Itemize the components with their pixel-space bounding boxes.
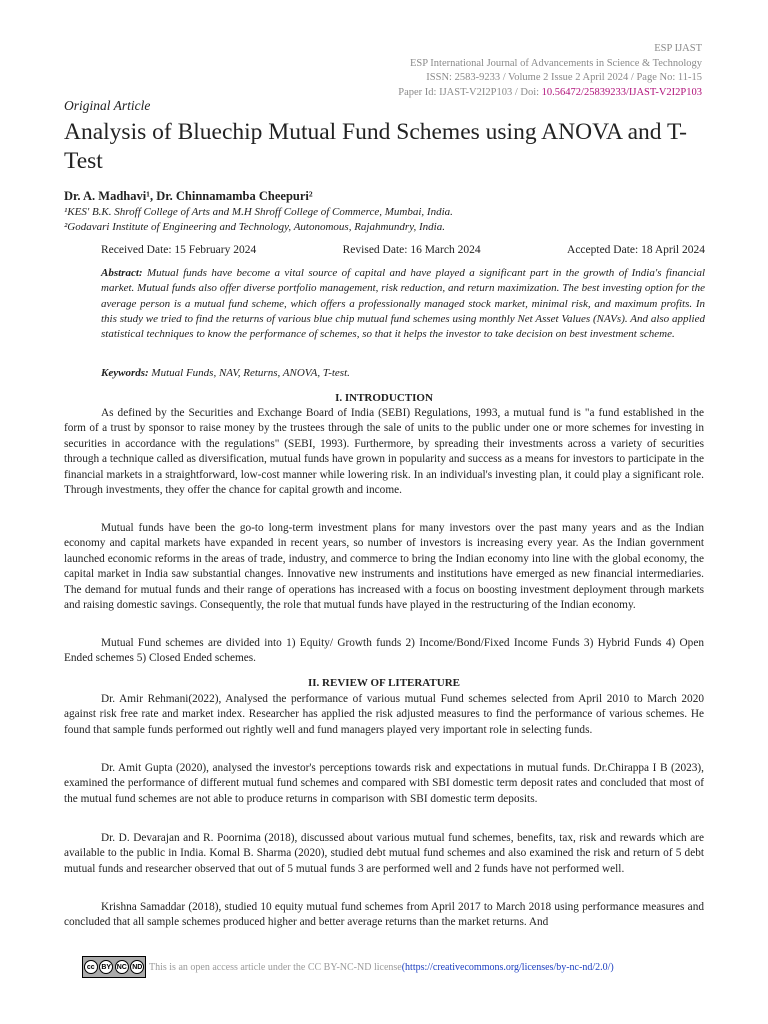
journal-short-name: ESP IJAST [654, 43, 702, 54]
section-heading-introduction: I. INTRODUCTION [335, 392, 433, 404]
affiliation-1: ¹KES' B.K. Shroff College of Arts and M.H Shroff College of Commerce, Mumbai, India. [64, 206, 453, 218]
abstract [101, 266, 705, 342]
keywords-text: Mutual Funds, NAV, Returns, ANOVA, T-test. [148, 367, 350, 379]
revised-date: Revised Date: 16 March 2024 [342, 244, 481, 256]
keywords-label: Keywords: [101, 367, 149, 379]
nd-icon: ND [130, 960, 144, 974]
dates-row [101, 244, 705, 256]
issn-line: ISSN: 2583-9233 / Volume 2 Issue 2 April 2024 / Page No: 11-15 [426, 72, 702, 83]
doi-link[interactable]: 10.56472/25839233/IJAST-V2I2P103 [541, 86, 702, 98]
cc-license-badge[interactable] [82, 956, 146, 978]
received-date: Received Date: 15 February 2024 [101, 244, 257, 256]
cc-icon: cc [84, 960, 98, 974]
nc-icon: NC [115, 960, 129, 974]
section-heading-literature: II. REVIEW OF LITERATURE [308, 677, 460, 689]
intro-paragraph-1: As defined by the Securities and Exchange Board of India (SEBI) Regulations, 1993, a mutual fund is "a fund established in the form of a trust by sponsor to raise money by the trustees through the sale of units to the public under one or more schemes for investing in securities in accordance with the regulations" (SEBI, 1993). Furthermore, by spreading their investments across a variety of securities through a technique called as diversification, mutual funds have grown in popularity and success as a means for investors to participate in the financial markets in a straightforward, low-cost manner while lowering risk. In an individual's investing plan, it could play a significant role. Through investments, they offer the chance for capital growth and income. [64, 407, 704, 497]
paper-title: Analysis of Bluechip Mutual Fund Schemes using ANOVA and T-Test [64, 119, 687, 174]
authors: Dr. A. Madhavi¹, Dr. Chinnamamba Cheepuri² [64, 189, 313, 203]
intro-paragraph-3: Mutual Fund schemes are divided into 1) Equity/ Growth funds 2) Income/Bond/Fixed Income Funds 3) Hybrid Funds 4) Open Ended schemes 5) Closed Ended schemes. [64, 637, 704, 665]
journal-header [398, 42, 702, 100]
literature-paragraph-1: Dr. Amir Rehmani(2022), Analysed the performance of various mutual Fund schemes selected from April 2010 to March 2020 against risk free rate and market index. Researcher has applied the risk adjusted measures to find the performance of various schemes. He found that sample funds performed out rightly well and fund managers played very important role in selecting funds. [64, 693, 704, 736]
license-text: This is an open access article under the CC BY-NC-ND license [149, 961, 402, 973]
abstract-label: Abstract: [101, 267, 143, 279]
paper-id: Paper Id: IJAST-V2I2P103 / Doi: [398, 86, 542, 98]
keywords [101, 367, 705, 379]
intro-paragraph-2: Mutual funds have been the go-to long-term investment plans for many investors over the past many years and as the Indian economy and capital markets have expanded in recent years, so number of investors is increasing every year. As the Indian government launched economic reforms in the areas of trade, industry, and commerce to bring the Indian economy into line with the global economy, the capital market in India saw substantial changes. Innovative new instruments and institutions have emerged as new financial intermediaries. The demand for mutual funds and their range of operations has increased with a focus on boosting investment deployment through markets and raising domestic savings. Consequently, the role that mutual funds have played in the restructuring of the Indian economy. [64, 522, 704, 612]
literature-paragraph-4: Krishna Samaddar (2018), studied 10 equity mutual fund schemes from April 2017 to March 2018 using performance measures and concluded that all sample schemes produced higher and better average returns than the market returns. And [64, 901, 704, 929]
paper-id-line [398, 86, 702, 101]
literature-paragraph-3: Dr. D. Devarajan and R. Poornima (2018), discussed about various mutual fund schemes, benefits, tax, risk and rewards which are available to the public in India. Komal B. Sharma (2020), studied debt mutual fund schemes and also examined the risk and return of 5 debt mutual funds and researcher observed that out of 5 mutual funds 3 are performed well and 2 funds have not performed well. [64, 832, 704, 875]
by-icon: BY [99, 960, 113, 974]
license-url[interactable]: (https://creativecommons.org/licenses/by-nc-nd/2.0/) [401, 961, 614, 973]
affiliation-2: ²Godavari Institute of Engineering and Technology, Autonomous, Rajahmundry, India. [64, 221, 445, 233]
abstract-text: Mutual funds have become a vital source of capital and have played a significant part in the growth of India's financial market. Mutual funds also offer diverse portfolio management, risk reduction, and return maximization. The best investing option for the average person is a mutual fund scheme, which offers a professionally managed stock market, minimal risk, and maximum profits. In this study we tried to find the returns of various blue chip mutual fund schemes using monthly Net Asset Values (NAVs). And also applied statistical techniques to know the performance of schemes, so that it helps the investor to take decision on best investment scheme. [101, 267, 705, 341]
accepted-date: Accepted Date: 18 April 2024 [567, 244, 705, 256]
journal-full-name: ESP International Journal of Advancements in Science & Technology [409, 57, 702, 69]
article-type: Original Article [64, 98, 151, 113]
license-footer [82, 956, 614, 978]
literature-paragraph-2: Dr. Amit Gupta (2020), analysed the investor's perceptions towards risk and expectations in mutual funds. Dr.Chirappa I B (2023), examined the performance of different mutual fund schemes and compared with SBI domestic term deposit rates and concluded that most of the mutual fund schemes are not able to produce returns in comparison with SBI domestic term deposits. [64, 762, 704, 805]
